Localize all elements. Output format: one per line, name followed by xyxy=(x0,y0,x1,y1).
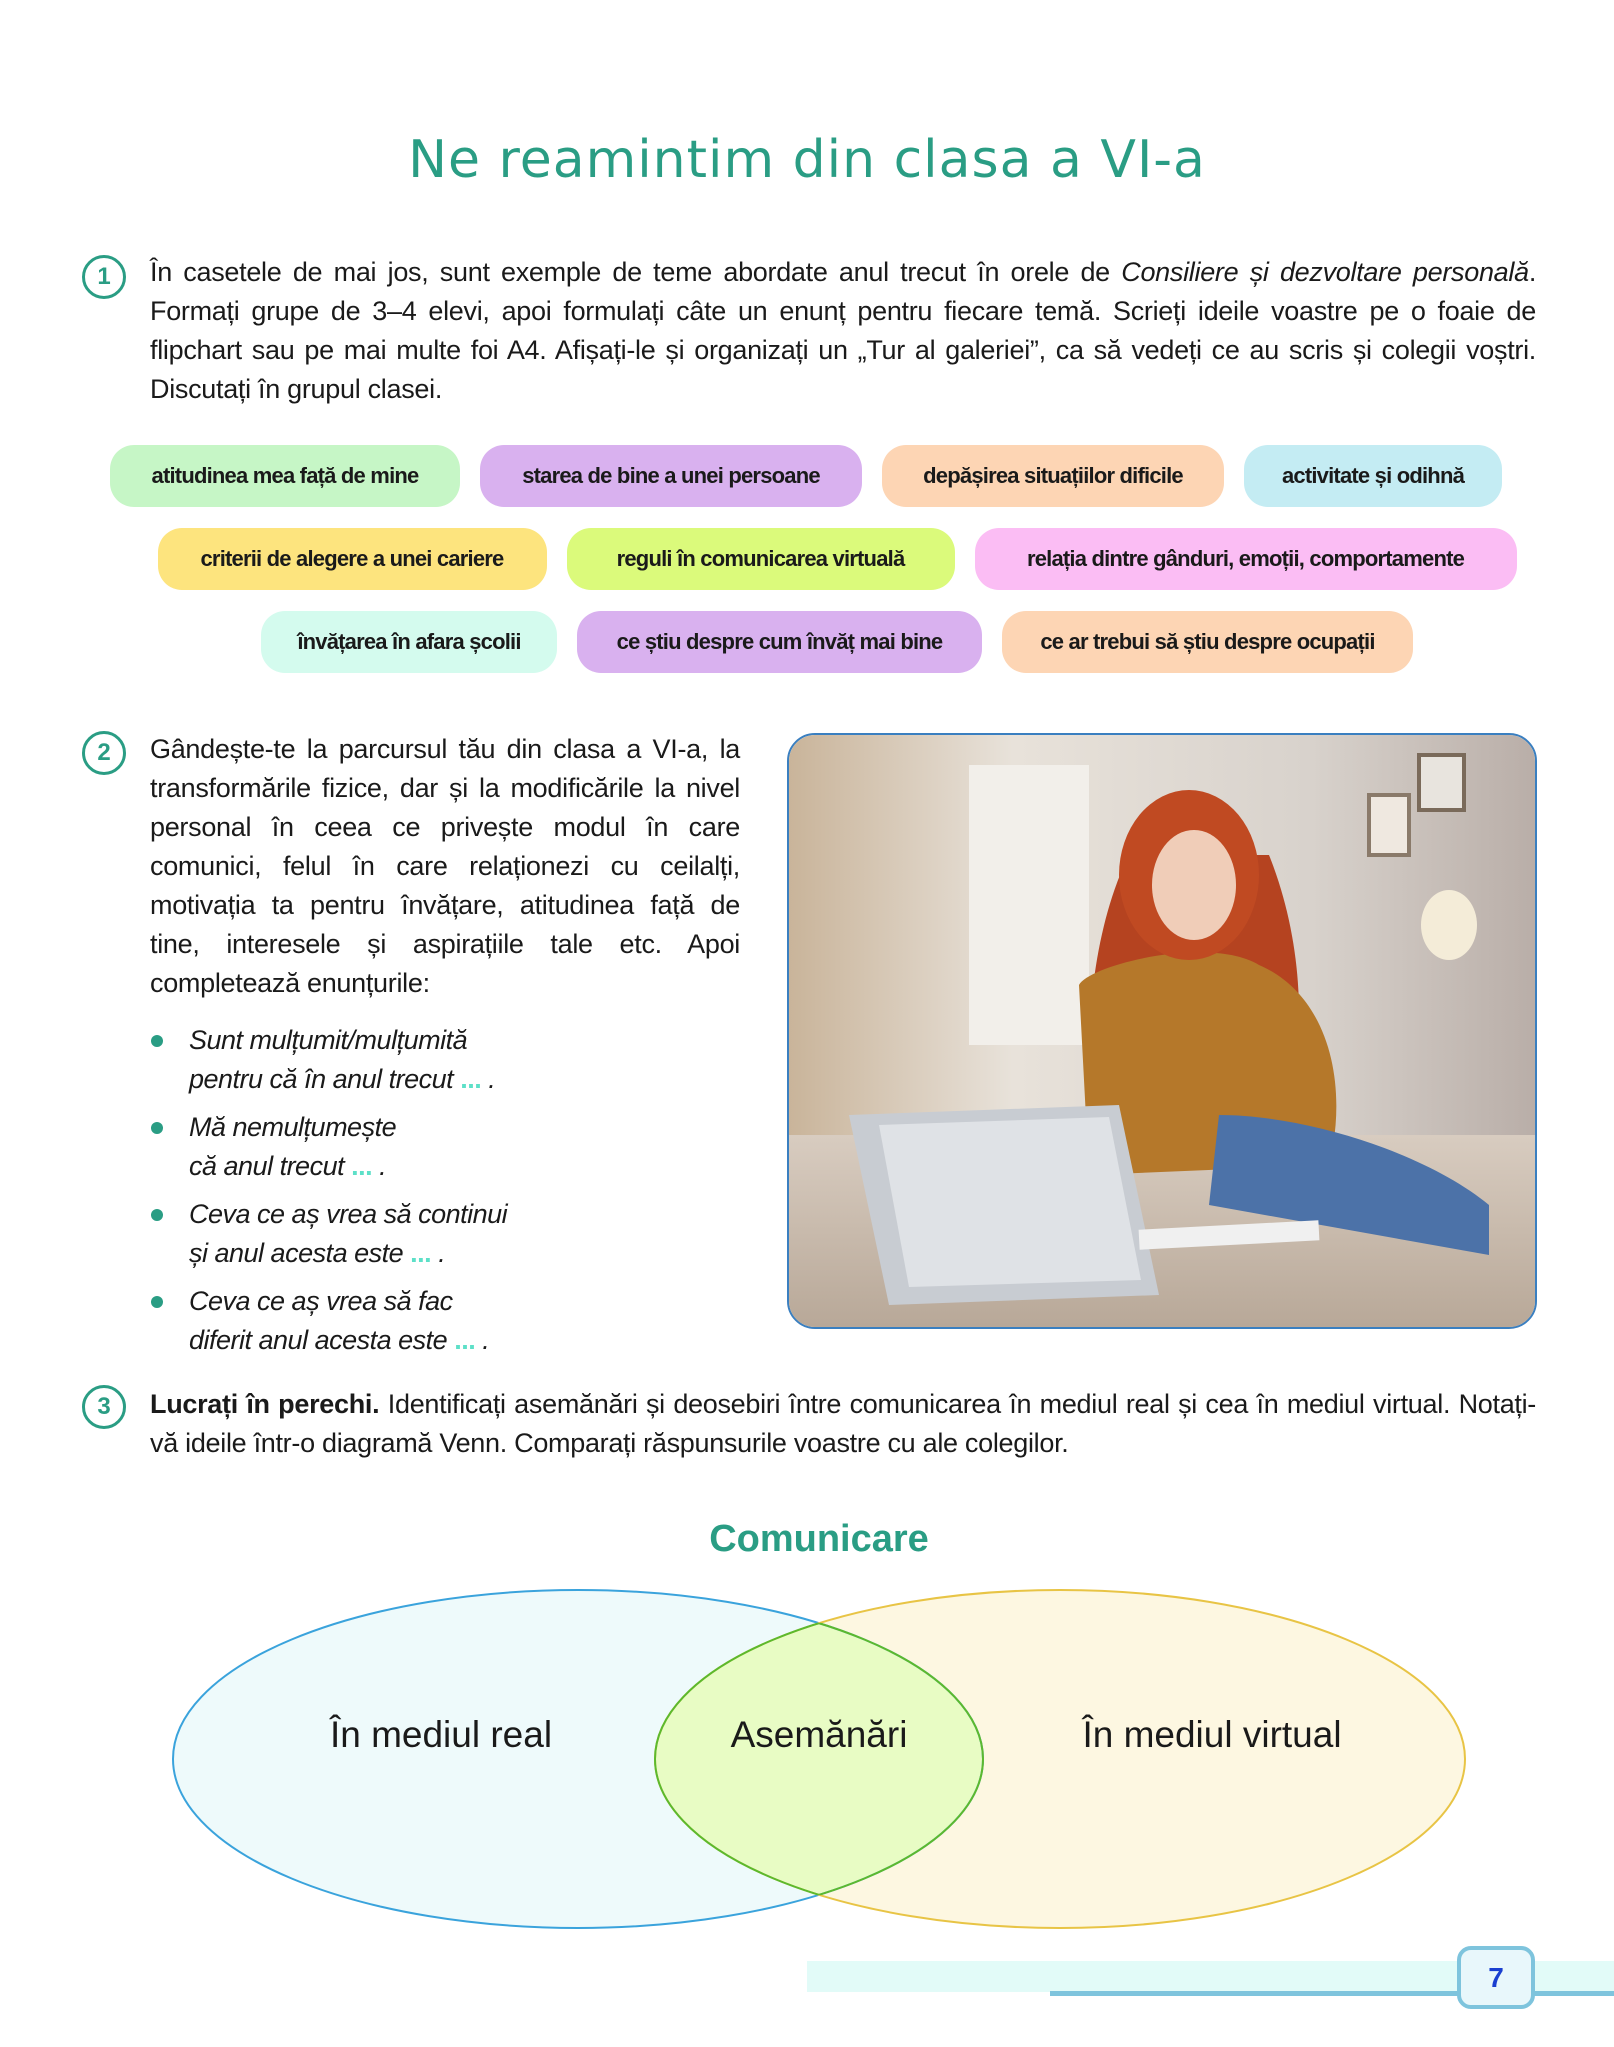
bullet-icon xyxy=(151,1296,163,1308)
exercise-number-1: 1 xyxy=(82,255,126,299)
bullet-line1: Sunt mulțumit/mulțumită xyxy=(189,1025,468,1055)
list-item xyxy=(150,1195,507,1273)
bullet-line2: că anul trecut xyxy=(189,1151,345,1181)
topic-chip xyxy=(480,445,862,507)
exercise-1-text xyxy=(150,253,1536,409)
bullet-line2: și anul acesta este xyxy=(189,1238,404,1268)
exercise-3-text xyxy=(150,1385,1536,1463)
exercise-1-text-b: . Formați grupe de 3–4 elevi, apoi formulați câte un enunț pentru fiecare temă. Scrieți ideile voastre pe o foaie de flipchart sau pe mai multe foi A4. Afișați-le și organizați un „Tur al galeriei”, ca să vedeți ce au scris și colegii voștri. Discutați în grupul clasei. xyxy=(150,257,1537,404)
bullet-line1: Ceva ce aș vrea să continui xyxy=(189,1199,508,1229)
topic-chip xyxy=(158,528,547,590)
topic-label: activitate și odihnă xyxy=(1281,463,1465,488)
topic-chip xyxy=(110,445,460,507)
exercise-1-text-a: În casetele de mai jos, sunt exemple de teme abordate anul trecut în orele de xyxy=(150,257,1122,287)
ellipsis: ... xyxy=(410,1238,432,1268)
exercise-1-italic: Consiliere și dezvoltare personală xyxy=(1121,257,1529,287)
list-item xyxy=(150,1108,507,1186)
topic-label: depășirea situațiilor dificile xyxy=(923,463,1183,488)
photo-illustration xyxy=(789,735,1535,1327)
exercise-2-text: Gândește-te la parcursul tău din clasa a VI-a, la transformările fizice, dar și la modificările la nivel personal în ceea ce privește modul în care comunici, felul în care relaționezi cu ceilalți, motivația ta pentru învățare, atitudinea față de tine, interesele și aspirațiile tale etc. Apoi completează enunțurile: xyxy=(150,734,740,998)
topic-label: starea de bine a unei persoane xyxy=(522,463,820,488)
exercise-number-3: 3 xyxy=(82,1385,126,1429)
topic-chip xyxy=(975,528,1517,590)
topic-label: criterii de alegere a unei cariere xyxy=(200,546,504,571)
bullet-line2: diferit anul acesta este xyxy=(189,1325,448,1355)
topic-label: ce ar trebui să știu despre ocupații xyxy=(1040,629,1375,654)
bullet-end: . xyxy=(438,1238,446,1268)
ellipsis: ... xyxy=(460,1064,482,1094)
topics-row-2 xyxy=(30,528,1614,590)
topic-label: reguli în comunicarea virtuală xyxy=(616,546,905,571)
topic-label: atitudinea mea față de mine xyxy=(151,463,419,488)
topic-label: învățarea în afara școlii xyxy=(297,629,521,654)
venn-label-virtual: În mediul virtual xyxy=(1082,1714,1342,1755)
venn-label-similarities: Asemănări xyxy=(730,1714,908,1755)
bullet-line1: Mă nemulțumește xyxy=(189,1112,397,1142)
bullet-line1: Ceva ce aș vrea să fac xyxy=(189,1286,453,1316)
topics-row-1 xyxy=(0,445,1613,507)
ellipsis: ... xyxy=(454,1325,476,1355)
topic-chip xyxy=(1244,445,1502,507)
topic-label: ce știu despre cum învăț mai bine xyxy=(616,629,943,654)
topics-row-3 xyxy=(30,611,1614,673)
list-item xyxy=(150,1021,507,1099)
topic-label: relația dintre gânduri, emoții, comportamente xyxy=(1026,546,1465,571)
bullet-line2: pentru că în anul trecut xyxy=(189,1064,454,1094)
exercise-3-body: Identificați asemănări și deosebiri între comunicarea în mediul real și cea în mediul virtual. Notați-vă ideile într-o diagramă Venn. Comparați răspunsurile voastre cu ale colegilor. xyxy=(150,1389,1537,1458)
bullet-icon xyxy=(151,1209,163,1221)
ellipsis: ... xyxy=(351,1151,373,1181)
bullet-icon xyxy=(151,1035,163,1047)
sentence-list xyxy=(150,1021,507,1369)
list-item xyxy=(150,1282,507,1360)
topic-chip xyxy=(577,611,982,673)
exercise-3-bold: Lucrați în perechi. xyxy=(150,1389,380,1419)
bullet-icon xyxy=(151,1122,163,1134)
venn-title: Comunicare xyxy=(709,1518,929,1560)
page-number: 7 xyxy=(1457,1946,1535,2009)
page-title: Ne reamintim din clasa a VI-a xyxy=(408,130,1206,190)
topic-chip xyxy=(567,528,955,590)
bullet-end: . xyxy=(379,1151,387,1181)
venn-label-real: În mediul real xyxy=(329,1714,553,1755)
bullet-end: . xyxy=(488,1064,496,1094)
exercise-number-2: 2 xyxy=(82,731,126,775)
topic-chip xyxy=(882,445,1224,507)
bullet-end: . xyxy=(482,1325,490,1355)
photo-girl-thinking-with-laptop xyxy=(787,733,1537,1329)
topic-chip xyxy=(1002,611,1413,673)
topic-chip xyxy=(261,611,557,673)
